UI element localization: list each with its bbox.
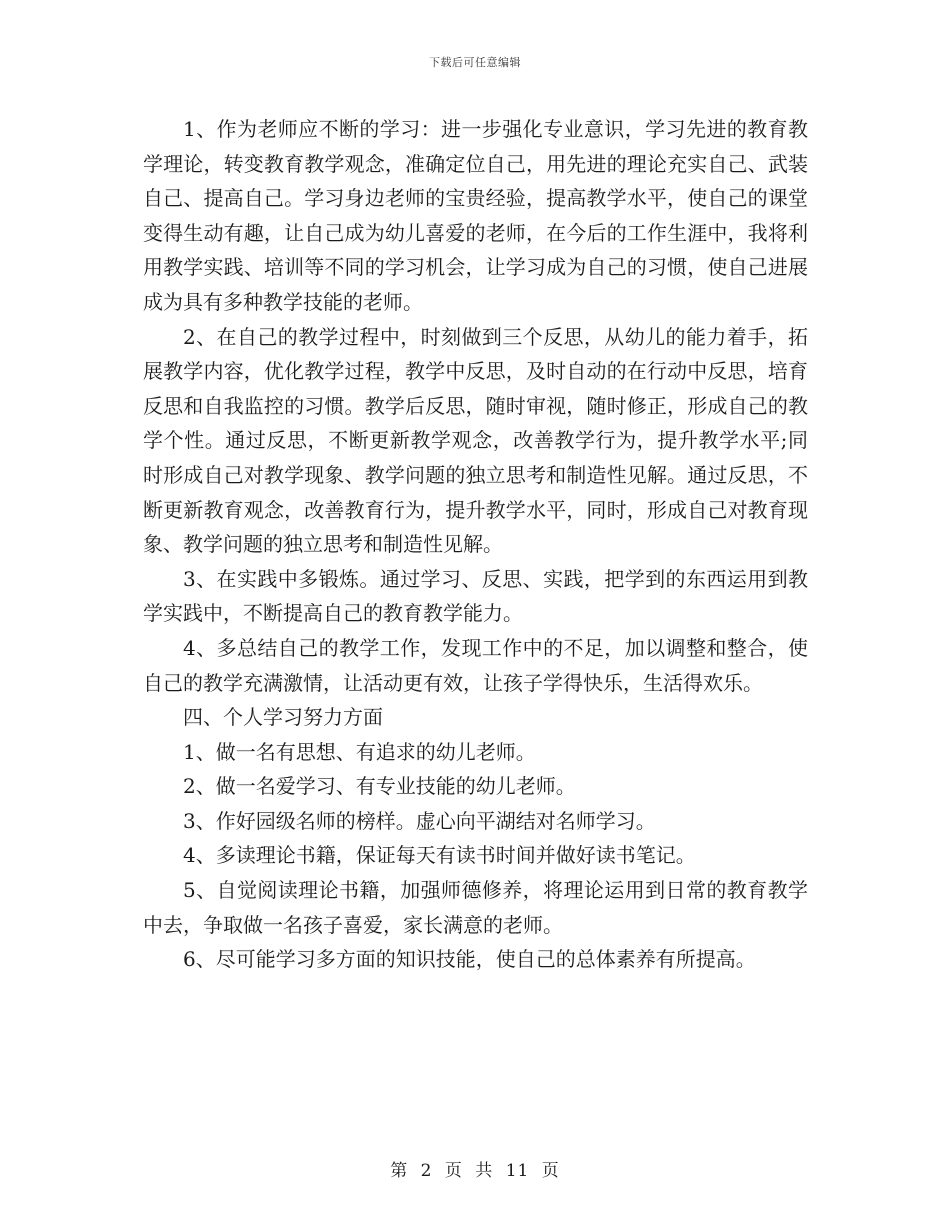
paragraph-4: 4、多总结自己的教学工作，发现工作中的不足，加以调整和整合，使自己的教学充满激情，让活动更有效，让孩子学得快乐，生活得欢乐。 (143, 635, 808, 695)
list-item-2: 2、做一名爱学习、有专业技能的幼儿老师。 (183, 774, 576, 799)
page-header: 下载后可任意编辑 (429, 56, 521, 69)
paragraph-3: 3、在实践中多锻炼。通过学习、反思、实践，把学到的东西运用到教学实践中，不断提高自己的教育教学能力。 (143, 566, 808, 626)
list-item-5: 5、自觉阅读理论书籍，加强师德修养，将理论运用到日常的教育教学中去，争取做一名孩子喜爱，家长满意的老师。 (143, 878, 808, 937)
paragraph-2: 2、在自己的教学过程中，时刻做到三个反思，从幼儿的能力着手，拓展教学内容，优化教学过程，教学中反思，及时自动的在行动中反思，培育反思和自我监控的习惯。教学后反思，随时审视，随时修正，形成自己的教学个性。通过反思，不断更新教学观念，改善教学行为，提升教学水平;同时形成自己对教学现象、教学问题的独立思考和制造性见解。通过反思，不断更新教育观念，改善教育行为，提升教学水平，同时，形成自己对教育现象、教学问题的独立思考和制造性见解。 (143, 324, 808, 557)
list-item-1: 1、做一名有思想、有追求的幼儿老师。 (183, 739, 536, 764)
paragraph-1: 1、作为老师应不断的学习：进一步强化专业意识，学习先进的教育教学理论，转变教育教学观念，准确定位自己，用先进的理论充实自己、武装自己、提高自己。学习身边老师的宝贵经验，提高教学水平，使自己的课堂变得生动有趣，让自己成为幼儿喜爱的老师，在今后的工作生涯中，我将利用教学实践、培训等不同的学习机会，让学习成为自己的习惯，使自己进展成为具有多种教学技能的老师。 (143, 117, 808, 314)
document-body (143, 112, 808, 977)
list-item-4: 4、多读理论书籍，保证每天有读书时间并做好读书笔记。 (183, 843, 696, 868)
section-heading: 四、个人学习努力方面 (183, 705, 383, 730)
list-item-6: 6、尽可能学习多方面的知识技能，使自己的总体素养有所提高。 (183, 947, 756, 972)
list-item-3: 3、作好园级名师的榜样。虚心向平湖结对名师学习。 (183, 808, 656, 833)
page-number: 第 2 页 共 11 页 (390, 1161, 560, 1181)
